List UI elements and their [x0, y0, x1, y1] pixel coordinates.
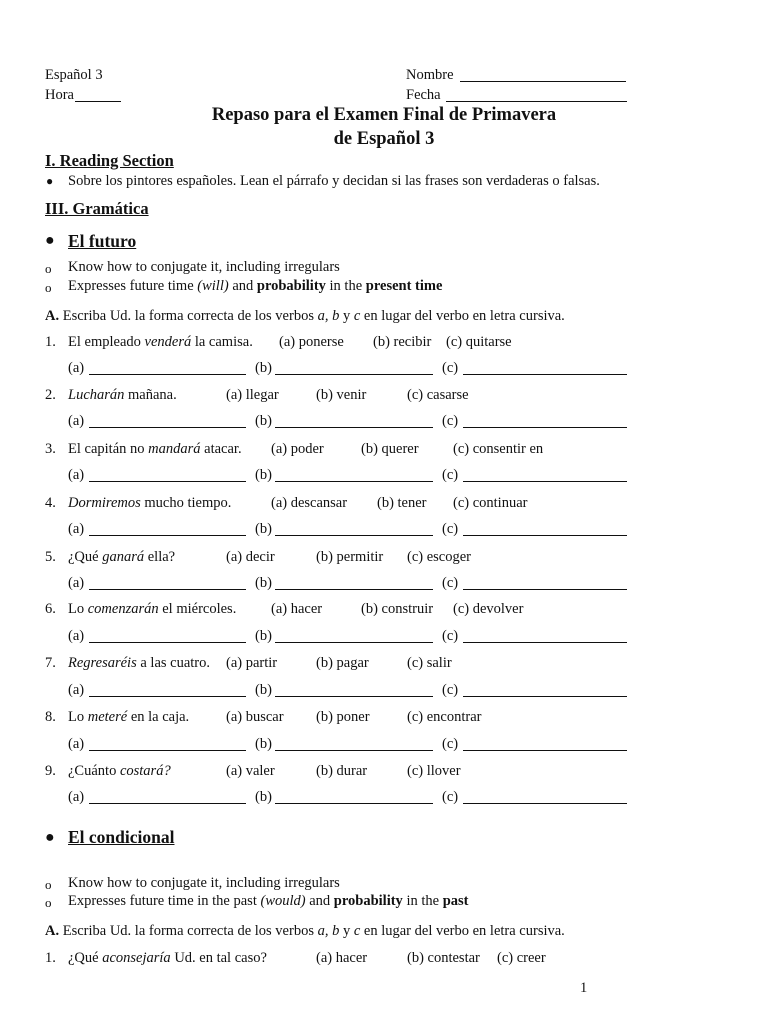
answer-label-c: (c) [442, 682, 459, 698]
answer-label-a: (a) [68, 789, 85, 805]
option-a: (a) buscar [226, 709, 284, 725]
answer-row [0, 467, 768, 487]
option-c: (c) encontrar [407, 709, 482, 725]
circle-bullet-icon: o [45, 877, 52, 892]
answer-row [0, 360, 768, 380]
page-number: 1 [580, 980, 588, 996]
option-c: (c) casarse [407, 387, 469, 403]
answer-label-c: (c) [442, 360, 459, 376]
question-number: 3. [45, 441, 56, 457]
answer-label-a: (a) [68, 628, 85, 644]
option-c: (c) quitarse [446, 334, 512, 350]
question-sentence: Lo comenzarán el miércoles. [68, 601, 237, 617]
question-sentence: Dormiremos mucho tiempo. [68, 495, 232, 511]
option-b: (b) pagar [316, 655, 369, 671]
reading-bullet-text: Sobre los pintores españoles. Lean el párrafo y decidan si las frases son verdaderas o falsas. [68, 173, 600, 189]
option-a: (a) hacer [271, 601, 323, 617]
answer-row [0, 628, 768, 648]
question-number: 4. [45, 495, 56, 511]
question-sentence: Regresaréis a las cuatro. [68, 655, 211, 671]
option-b: (b) construir [361, 601, 434, 617]
question-sentence: ¿Cuánto costará? [68, 763, 171, 779]
answer-blank-a[interactable] [89, 413, 246, 428]
option-b: (b) permitir [316, 549, 384, 565]
futuro-question-8 [0, 709, 768, 729]
option-c: (c) escoger [407, 549, 471, 565]
answer-blank-b[interactable] [275, 413, 433, 428]
answer-row [0, 521, 768, 541]
answer-blank-c[interactable] [463, 360, 627, 375]
condicional-instructions: A. Escriba Ud. la forma correcta de los verbos a, b y c en lugar del verbo en letra cursiva. [45, 923, 565, 939]
answer-label-c: (c) [442, 467, 459, 483]
option-b: (b) recibir [373, 334, 432, 350]
option-a: (a) decir [226, 549, 275, 565]
answer-blank-a[interactable] [89, 628, 246, 643]
option-a: (a) descansar [271, 495, 348, 511]
answer-blank-b[interactable] [275, 521, 433, 536]
answer-label-a: (a) [68, 467, 85, 483]
condicional-heading: El condicional [68, 827, 175, 847]
question-sentence: ¿Qué aconsejaría Ud. en tal caso? [68, 950, 267, 966]
option-a: (a) partir [226, 655, 278, 671]
answer-blank-a[interactable] [89, 736, 246, 751]
answer-label-b: (b) [255, 575, 272, 591]
answer-label-a: (a) [68, 575, 85, 591]
answer-blank-c[interactable] [463, 736, 627, 751]
answer-blank-a[interactable] [89, 575, 246, 590]
question-number: 1. [45, 334, 56, 350]
question-number: 1. [45, 950, 56, 966]
question-number: 2. [45, 387, 56, 403]
answer-label-b: (b) [255, 360, 272, 376]
answer-label-c: (c) [442, 736, 459, 752]
answer-blank-c[interactable] [463, 682, 627, 697]
option-b: (b) tener [377, 495, 427, 511]
answer-label-b: (b) [255, 789, 272, 805]
answer-blank-c[interactable] [463, 467, 627, 482]
futuro-question-2 [0, 387, 768, 407]
page-title-line1: Repaso para el Examen Final de Primavera [211, 105, 557, 125]
answer-blank-b[interactable] [275, 736, 433, 751]
answer-blank-a[interactable] [89, 789, 246, 804]
answer-blank-b[interactable] [275, 575, 433, 590]
option-b: (b) contestar [407, 950, 480, 966]
answer-label-c: (c) [442, 575, 459, 591]
gramatica-section-heading: III. Gramática [45, 199, 149, 218]
futuro-point-1: Know how to conjugate it, including irregulars [68, 259, 340, 275]
futuro-question-1 [0, 334, 768, 354]
nombre-label: Nombre [406, 67, 454, 83]
question-sentence: Lucharán mañana. [68, 387, 177, 403]
answer-label-b: (b) [255, 413, 272, 429]
hora-label: Hora [45, 87, 74, 103]
answer-label-c: (c) [442, 789, 459, 805]
fecha-field[interactable] [446, 101, 627, 102]
answer-label-c: (c) [442, 628, 459, 644]
bullet-icon: ● [46, 174, 54, 188]
option-a: (a) hacer [316, 950, 368, 966]
question-number: 9. [45, 763, 56, 779]
bullet-icon: ● [45, 829, 55, 846]
answer-blank-b[interactable] [275, 360, 433, 375]
question-sentence: El capitán no mandará atacar. [68, 441, 242, 457]
option-a: (a) valer [226, 763, 275, 779]
answer-label-b: (b) [255, 628, 272, 644]
futuro-question-9 [0, 763, 768, 783]
futuro-heading: El futuro [68, 231, 137, 251]
futuro-question-3 [0, 441, 768, 461]
question-sentence: ¿Qué ganará ella? [68, 549, 176, 565]
circle-bullet-icon: o [45, 261, 52, 276]
condicional-question-1 [0, 950, 768, 970]
answer-blank-c[interactable] [463, 521, 627, 536]
option-b: (b) poner [316, 709, 370, 725]
question-number: 6. [45, 601, 56, 617]
answer-label-a: (a) [68, 413, 85, 429]
option-b: (b) querer [361, 441, 419, 457]
circle-bullet-icon: o [45, 895, 52, 910]
option-a: (a) poder [271, 441, 324, 457]
condicional-point-1: Know how to conjugate it, including irregulars [68, 875, 340, 891]
answer-blank-c[interactable] [463, 413, 627, 428]
answer-blank-a[interactable] [89, 682, 246, 697]
answer-label-a: (a) [68, 521, 85, 537]
question-number: 8. [45, 709, 56, 725]
option-c: (c) continuar [453, 495, 528, 511]
answer-blank-c[interactable] [463, 575, 627, 590]
answer-blank-b[interactable] [275, 789, 433, 804]
answer-label-b: (b) [255, 736, 272, 752]
question-sentence: El empleado venderá la camisa. [68, 334, 253, 350]
answer-label-b: (b) [255, 467, 272, 483]
option-c: (c) creer [497, 950, 546, 966]
question-number: 5. [45, 549, 56, 565]
answer-row [0, 789, 768, 809]
futuro-question-7 [0, 655, 768, 675]
answer-label-a: (a) [68, 360, 85, 376]
answer-label-a: (a) [68, 736, 85, 752]
page-title-line2: de Español 3 [333, 129, 435, 149]
option-c: (c) consentir en [453, 441, 544, 457]
answer-label-c: (c) [442, 521, 459, 537]
answer-blank-b[interactable] [275, 467, 433, 482]
condicional-point-2: Expresses future time in the past (would) and probability in the past [68, 893, 469, 909]
answer-blank-c[interactable] [463, 789, 627, 804]
answer-blank-a[interactable] [89, 360, 246, 375]
answer-label-b: (b) [255, 682, 272, 698]
course-label: Español 3 [45, 67, 103, 83]
futuro-question-5 [0, 549, 768, 569]
nombre-field[interactable] [460, 81, 626, 82]
answer-blank-a[interactable] [89, 467, 246, 482]
bullet-icon: ● [45, 232, 55, 249]
option-c: (c) llover [407, 763, 461, 779]
futuro-question-6 [0, 601, 768, 621]
answer-row [0, 736, 768, 756]
answer-label-a: (a) [68, 682, 85, 698]
question-number: 7. [45, 655, 56, 671]
answer-blank-c[interactable] [463, 628, 627, 643]
answer-blank-b[interactable] [275, 628, 433, 643]
hora-field[interactable] [75, 101, 121, 102]
option-b: (b) venir [316, 387, 367, 403]
option-a: (a) llegar [226, 387, 279, 403]
futuro-point-2: Expresses future time (will) and probability in the present time [68, 278, 443, 294]
futuro-question-4 [0, 495, 768, 515]
answer-row [0, 575, 768, 595]
option-b: (b) durar [316, 763, 368, 779]
circle-bullet-icon: o [45, 280, 52, 295]
answer-blank-b[interactable] [275, 682, 433, 697]
option-a: (a) ponerse [279, 334, 344, 350]
reading-section-heading: I. Reading Section [45, 151, 174, 170]
fecha-label: Fecha [406, 87, 441, 103]
answer-blank-a[interactable] [89, 521, 246, 536]
option-c: (c) devolver [453, 601, 524, 617]
answer-row [0, 413, 768, 433]
answer-row [0, 682, 768, 702]
answer-label-c: (c) [442, 413, 459, 429]
option-c: (c) salir [407, 655, 452, 671]
futuro-instructions: A. Escriba Ud. la forma correcta de los verbos a, b y c en lugar del verbo en letra cursiva. [45, 308, 565, 324]
answer-label-b: (b) [255, 521, 272, 537]
question-sentence: Lo meteré en la caja. [68, 709, 190, 725]
